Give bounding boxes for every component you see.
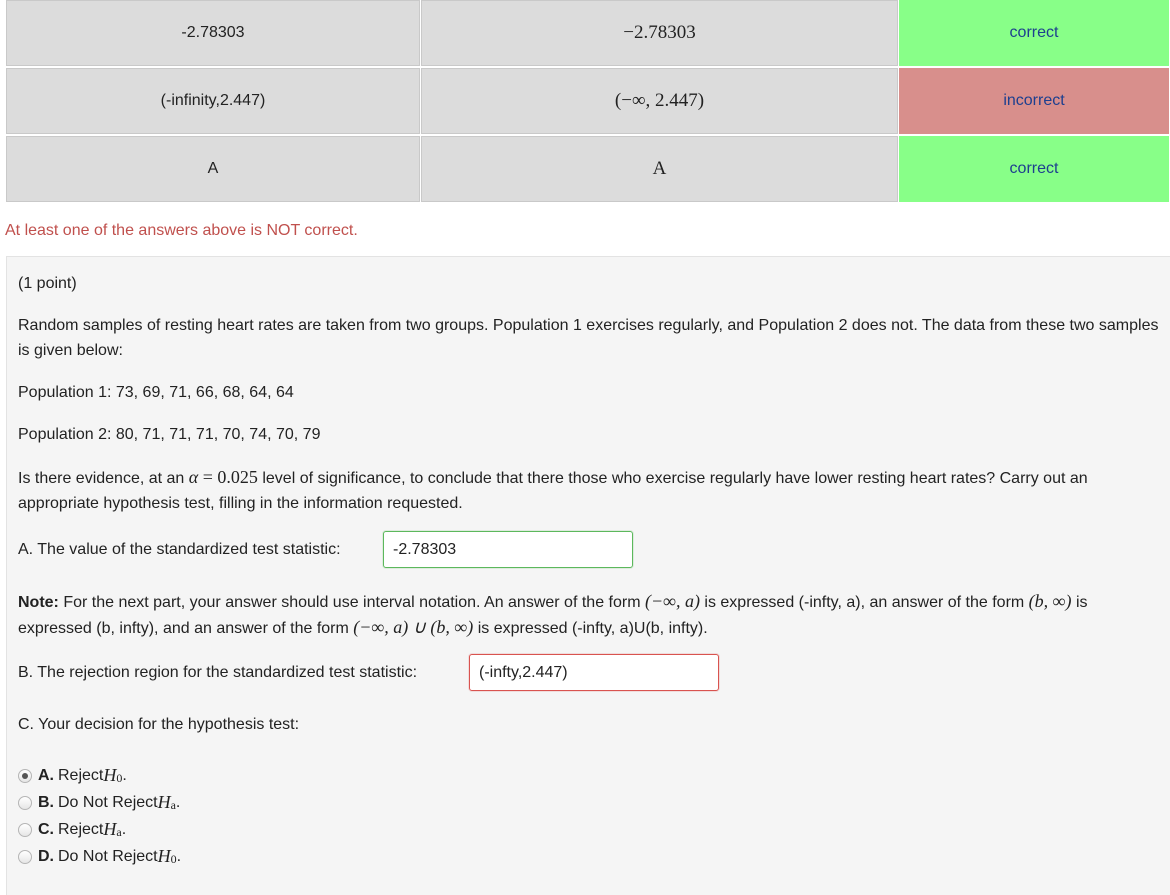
part-b-answer-input[interactable]: (-infty,2.447) bbox=[469, 654, 719, 691]
answer-preview: A bbox=[421, 136, 899, 204]
result-status: correct bbox=[899, 0, 1170, 68]
result-row bbox=[6, 68, 1170, 136]
question-text: Is there evidence, at an α = 0.025 level of significance, to conclude that there those who exercise regularly have lower resting heart rates? Carry out an appropriate hypothesis test, filling in the information requested. bbox=[18, 467, 1088, 512]
radio-button[interactable] bbox=[18, 796, 32, 810]
entered-answer: A bbox=[6, 136, 421, 204]
population1-data: Population 1: 73, 69, 71, 66, 68, 64, 64 bbox=[18, 384, 294, 401]
result-status: incorrect bbox=[899, 68, 1170, 136]
answer-results-table bbox=[6, 0, 1170, 204]
radio-button[interactable] bbox=[18, 823, 32, 837]
result-row bbox=[6, 136, 1170, 204]
choice-reject-ha[interactable]: C. Reject H a . bbox=[18, 816, 181, 843]
note-text: Note: For the next part, your answer should use interval notation. An answer of the form (−∞, a) is expressed (-infty, a), an answer of the form (b, ∞) is expressed (b, infty), and an answer of the form (−∞, a) ∪ (b, ∞) is expressed (-infty, a)U(b, infty). bbox=[18, 591, 1088, 637]
points-label: (1 point) bbox=[18, 275, 77, 292]
part-a-answer-input[interactable]: -2.78303 bbox=[383, 531, 633, 568]
part-b-label: B. The rejection region for the standardized test statistic: bbox=[18, 664, 418, 681]
summary-message: At least one of the answers above is NOT correct. bbox=[5, 222, 358, 239]
problem-intro: Random samples of resting heart rates are taken from two groups. Population 1 exercises regularly, and Population 2 does not. The data from these two samples is given below: bbox=[18, 317, 1159, 359]
alpha-symbol: α bbox=[188, 467, 199, 487]
population2-data: Population 2: 80, 71, 71, 71, 70, 74, 70, 79 bbox=[18, 426, 321, 443]
answer-preview: (−∞, 2.447) bbox=[421, 68, 899, 136]
choice-not-reject-h0[interactable]: D. Do Not Reject H 0 . bbox=[18, 843, 181, 870]
entered-answer: (-infinity,2.447) bbox=[6, 68, 421, 136]
problem-panel bbox=[6, 256, 1170, 895]
answer-preview: −2.78303 bbox=[421, 0, 899, 68]
radio-button[interactable] bbox=[18, 850, 32, 864]
result-row bbox=[6, 0, 1170, 68]
entered-answer: -2.78303 bbox=[6, 0, 421, 68]
part-a-label: A. The value of the standardized test statistic: bbox=[18, 541, 341, 558]
part-c-label: C. Your decision for the hypothesis test: bbox=[18, 716, 300, 733]
choice-not-reject-ha[interactable]: B. Do Not Reject H a . bbox=[18, 789, 181, 816]
decision-choices bbox=[18, 762, 181, 870]
radio-button[interactable] bbox=[18, 769, 32, 783]
choice-reject-h0[interactable]: A. Reject H 0 . bbox=[18, 762, 181, 789]
alpha-value: = 0.025 bbox=[198, 467, 258, 487]
result-status: correct bbox=[899, 136, 1170, 204]
